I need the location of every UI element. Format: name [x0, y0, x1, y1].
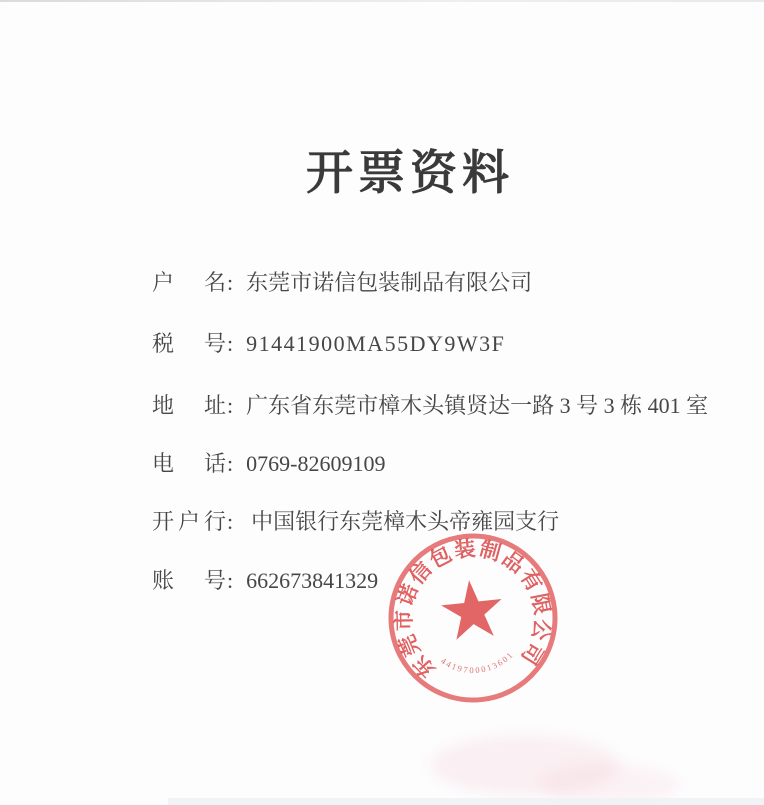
field-label: 地 址: [152, 393, 226, 418]
field-value-account-number: 662673841329: [246, 568, 379, 593]
label-colon: :: [227, 393, 234, 418]
field-row-address: [152, 392, 708, 420]
field-label: 电 话: [152, 451, 226, 476]
label-colon: :: [227, 451, 234, 476]
label-colon: :: [227, 270, 234, 295]
field-row-tax-number: [152, 330, 505, 358]
field-row-account-name: [152, 269, 532, 297]
field-value-bank: 中国银行东莞樟木头帝雍园支行: [251, 509, 560, 534]
field-label: 开 户 行: [152, 509, 226, 534]
label-colon: :: [227, 331, 234, 356]
field-row-phone: [152, 450, 385, 478]
scan-edge-artifact: [168, 798, 764, 805]
seal-serial-text: 4419700013601: [439, 648, 516, 676]
field-label: 税 号: [152, 331, 226, 356]
field-value-tax-number: 91441900MA55DY9W3F: [246, 331, 506, 356]
field-row-account-number: [152, 567, 378, 595]
company-seal: [368, 513, 578, 723]
seal-star-icon: [439, 577, 506, 641]
seal-company-text: 东莞市诺信包装制品有限公司: [391, 536, 555, 683]
field-value-address: 广东省东莞市樟木头镇贤达一路 3 号 3 栋 401 室: [246, 393, 709, 418]
label-colon: :: [227, 509, 234, 534]
scan-edge-artifact: [0, 0, 764, 2]
field-value-account-name: 东莞市诺信包装制品有限公司: [246, 270, 533, 295]
field-label: 账 号: [152, 568, 226, 593]
ink-bleed-artifact: [430, 735, 620, 795]
company-seal-svg: [368, 513, 578, 723]
label-colon: :: [227, 568, 234, 593]
field-label: 户 名: [152, 270, 226, 295]
field-value-phone: 0769-82609109: [246, 451, 386, 476]
page-title: 开票资料: [306, 148, 514, 200]
